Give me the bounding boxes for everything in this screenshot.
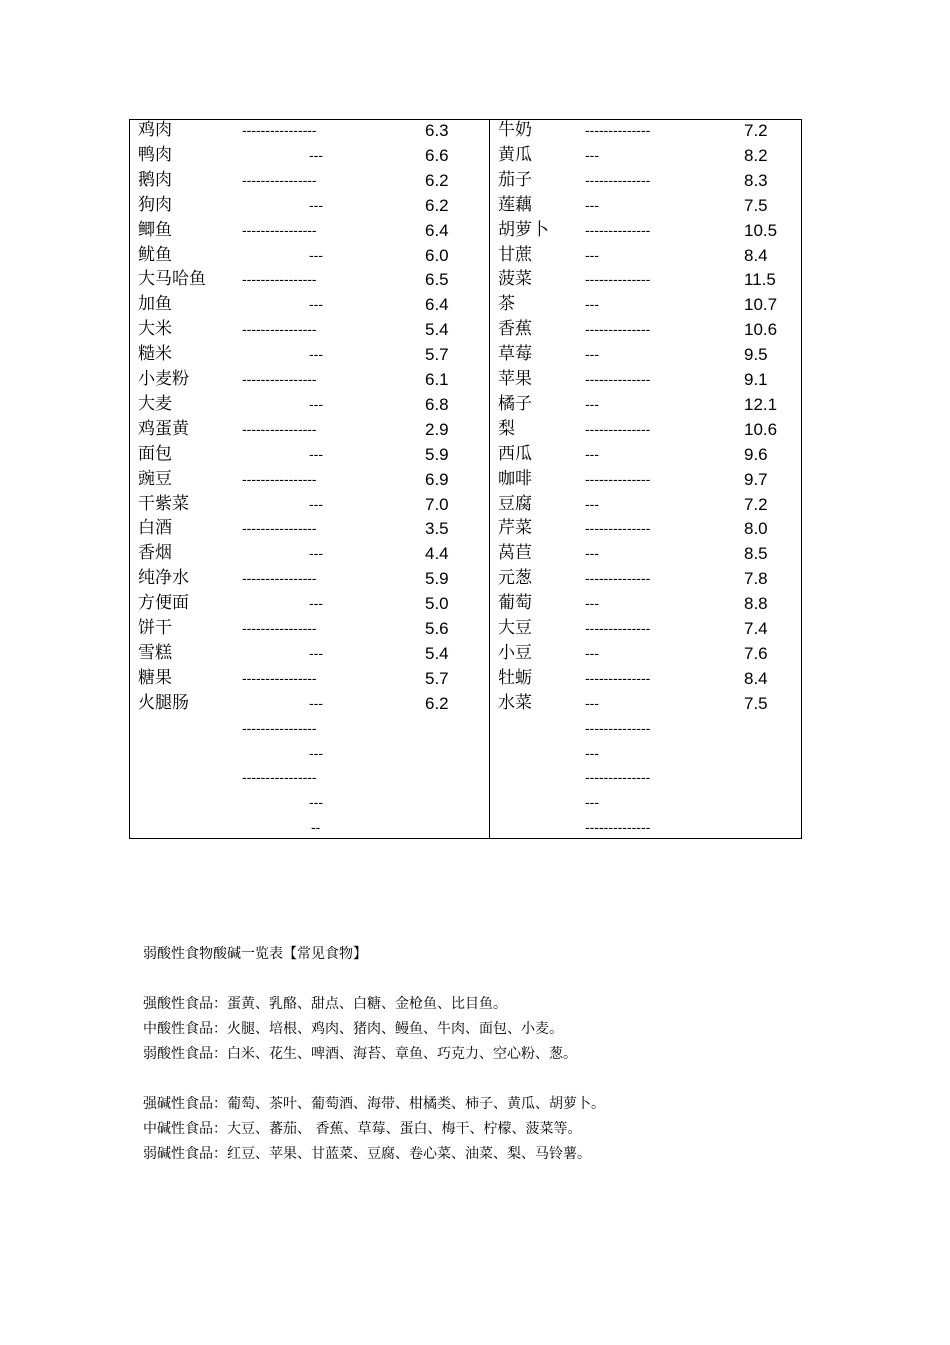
table-row (498, 193, 798, 218)
ph-value: 5.4 (425, 320, 449, 340)
food-name: 黄瓜 (498, 144, 532, 165)
dash-leader: --- (585, 395, 599, 412)
dash-leader: ---------------- (242, 321, 317, 338)
table-row (498, 467, 798, 492)
dash-leader: --- (309, 545, 323, 562)
table-row (138, 591, 483, 616)
dash-leader: --- (585, 146, 599, 163)
dash-leader: -------------- (585, 122, 651, 138)
food-name: 草莓 (498, 344, 532, 365)
column-divider (489, 120, 490, 838)
dash-leader: --- (309, 246, 323, 263)
food-name: 香烟 (138, 543, 172, 564)
table-row (498, 143, 798, 168)
dash-leader: --- (309, 346, 323, 363)
food-name: 方便面 (138, 593, 189, 614)
table-row (498, 641, 798, 666)
dash-leader: -------------- (585, 819, 651, 836)
food-name: 元葱 (498, 568, 532, 589)
food-name: 苹果 (498, 369, 532, 389)
table-row (138, 790, 483, 815)
dash-leader: -- (311, 819, 321, 836)
table-row (498, 516, 798, 541)
table-row (498, 292, 798, 317)
food-name: 牡蛎 (498, 667, 532, 688)
ph-value: 12.1 (744, 394, 778, 414)
table-row (498, 442, 798, 467)
dash-leader: ---------------- (242, 520, 317, 537)
table-row (498, 691, 798, 716)
food-name: 鲫鱼 (138, 219, 172, 240)
ph-value: 7.5 (744, 195, 768, 215)
dash-leader: --- (585, 595, 599, 612)
food-name: 莲藕 (498, 194, 532, 215)
table-row (138, 292, 483, 317)
ph-value: 3.5 (425, 519, 449, 539)
table-row (498, 616, 798, 641)
table-row (138, 243, 483, 268)
food-name: 糙米 (138, 344, 172, 365)
food-name: 大米 (138, 319, 172, 340)
table-row (498, 218, 798, 243)
table-row (138, 367, 483, 392)
ph-value: 6.0 (425, 245, 449, 265)
table-row (498, 591, 798, 616)
dash-leader: --- (309, 794, 323, 811)
dash-leader: --- (309, 296, 323, 313)
table-row (498, 815, 798, 840)
food-name: 茶 (498, 294, 515, 315)
food-name: 鸡蛋黄 (138, 418, 189, 439)
dash-leader: --- (309, 395, 323, 412)
table-row (498, 118, 798, 143)
dash-leader: -------------- (585, 321, 651, 338)
dash-leader: --- (585, 794, 599, 811)
ph-value: 6.9 (425, 469, 449, 489)
food-name: 咖啡 (498, 468, 532, 489)
dash-leader: -------------- (585, 520, 651, 537)
table-row (138, 516, 483, 541)
strong-acid-line: 强酸性食品：蛋黄、乳酪、甜点、白糖、金枪鱼、比目鱼。 (143, 996, 507, 1012)
table-row (138, 541, 483, 566)
dash-leader: --- (309, 744, 323, 761)
food-name: 雪糕 (138, 642, 172, 663)
ph-value: 10.6 (744, 419, 778, 439)
ph-value: 5.6 (425, 619, 449, 638)
ph-value-table (129, 119, 802, 839)
dash-leader: --- (585, 744, 599, 761)
table-row (138, 143, 483, 168)
table-row (498, 342, 798, 367)
food-name: 牛奶 (498, 120, 532, 140)
ph-value: 7.4 (744, 619, 768, 638)
ph-value: 6.8 (425, 394, 449, 414)
dash-leader: --- (585, 296, 599, 313)
dash-leader: -------------- (585, 470, 651, 487)
table-row (138, 815, 483, 840)
dash-leader: ---------------- (242, 769, 317, 786)
table-row (138, 168, 483, 193)
food-name: 胡萝卜 (498, 219, 549, 240)
weak-alkaline-line: 弱碱性食品：红豆、苹果、甘蓝菜、豆腐、卷心菜、油菜、梨、马铃薯。 (143, 1146, 591, 1162)
dash-leader: ---------------- (242, 271, 317, 288)
ph-value: 5.9 (425, 569, 449, 589)
ph-value: 8.2 (744, 145, 768, 165)
medium-acid-line: 中酸性食品：火腿、培根、鸡肉、猪肉、鳗鱼、牛肉、面包、小麦。 (143, 1021, 563, 1037)
dash-leader: -------------- (585, 620, 651, 636)
ph-value: 4.4 (425, 544, 449, 564)
table-row (498, 765, 798, 790)
ph-value: 6.1 (425, 370, 449, 389)
table-row (498, 566, 798, 591)
ph-value: 7.2 (744, 494, 768, 514)
table-row (498, 168, 798, 193)
table-row (138, 691, 483, 716)
dash-leader: --- (309, 146, 323, 163)
dash-leader: ---------------- (242, 221, 317, 238)
food-name: 菠菜 (498, 269, 532, 290)
food-name: 狗肉 (138, 194, 172, 215)
ph-value: 6.2 (425, 693, 449, 713)
table-row (138, 317, 483, 342)
dash-leader: -------------- (585, 271, 651, 288)
dash-leader: -------------- (585, 420, 651, 437)
food-name: 梨 (498, 418, 515, 439)
dash-leader: -------------- (585, 570, 651, 587)
table-row (138, 267, 483, 292)
spacer (143, 967, 605, 992)
food-name: 纯净水 (138, 568, 189, 589)
dash-leader: --- (585, 495, 599, 512)
table-row (498, 392, 798, 417)
ph-value: 6.4 (425, 220, 449, 240)
food-name: 豆腐 (498, 493, 532, 514)
food-name: 芹菜 (498, 518, 532, 539)
ph-value: 11.5 (744, 270, 776, 290)
table-row (138, 118, 483, 143)
dash-leader: --- (585, 694, 599, 711)
food-name: 鸭肉 (138, 144, 172, 165)
dash-leader: ---------------- (242, 122, 317, 138)
ph-value: 5.4 (425, 643, 449, 663)
table-row (498, 243, 798, 268)
ph-value: 7.6 (744, 643, 768, 663)
ph-value: 9.5 (744, 345, 768, 365)
dash-leader: ---------------- (242, 719, 317, 736)
ph-value: 8.4 (744, 668, 768, 688)
ph-value: 2.9 (425, 419, 449, 439)
table-row (138, 741, 483, 766)
dash-leader: ---------------- (242, 171, 317, 188)
table-row (138, 641, 483, 666)
dash-leader: -------------- (585, 371, 651, 387)
dash-leader: ---------------- (242, 371, 317, 387)
dash-leader: --- (585, 346, 599, 363)
dash-leader: -------------- (585, 719, 651, 736)
ph-value: 10.6 (744, 320, 778, 340)
ph-value: 6.2 (425, 195, 449, 215)
section-title: 弱酸性食物酸碱一览表【常见食物】 (143, 946, 367, 962)
dash-leader: ---------------- (242, 620, 317, 636)
dash-leader: ---------------- (242, 420, 317, 437)
food-name: 葡萄 (498, 593, 532, 614)
food-name: 西瓜 (498, 443, 532, 464)
ph-value: 5.0 (425, 594, 449, 614)
dash-leader: --- (309, 644, 323, 661)
ph-value: 6.4 (425, 295, 449, 315)
food-name: 干紫菜 (138, 493, 189, 514)
ph-value: 9.7 (744, 469, 768, 489)
table-row (498, 367, 798, 392)
ph-value: 7.8 (744, 569, 768, 589)
table-row (138, 392, 483, 417)
table-row (138, 193, 483, 218)
food-name: 鱿鱼 (138, 244, 172, 265)
dash-leader: -------------- (585, 171, 651, 188)
table-row (138, 492, 483, 517)
food-name: 白酒 (138, 518, 172, 539)
table-row (138, 442, 483, 467)
food-classification-text (143, 942, 605, 1167)
table-row (498, 790, 798, 815)
food-name: 甘蔗 (498, 244, 532, 265)
ph-value: 9.6 (744, 444, 768, 464)
dash-leader: ---------------- (242, 669, 317, 686)
food-name: 鸡肉 (138, 120, 172, 140)
ph-value: 8.4 (744, 245, 768, 265)
dash-leader: -------------- (585, 669, 651, 686)
ph-value: 8.5 (744, 544, 768, 564)
table-row (138, 417, 483, 442)
dash-leader: --- (585, 246, 599, 263)
food-name: 大豆 (498, 618, 532, 638)
ph-value: 7.5 (744, 693, 768, 713)
dash-leader: -------------- (585, 769, 651, 786)
food-name: 水菜 (498, 692, 532, 713)
table-row (138, 616, 483, 641)
table-row (498, 492, 798, 517)
table-row (498, 317, 798, 342)
ph-value: 7.2 (744, 121, 768, 140)
dash-leader: --- (309, 595, 323, 612)
food-name: 豌豆 (138, 468, 172, 489)
table-row (498, 267, 798, 292)
table-row (498, 541, 798, 566)
dash-leader: --- (585, 445, 599, 462)
ph-value: 10.5 (744, 220, 778, 240)
ph-value: 8.3 (744, 170, 768, 190)
weak-acid-line: 弱酸性食品：白米、花生、啤酒、海苔、章鱼、巧克力、空心粉、葱。 (143, 1046, 577, 1062)
table-row (138, 765, 483, 790)
table-row (498, 741, 798, 766)
medium-alkaline-line: 中碱性食品：大豆、蕃茄、 香蕉、草莓、蛋白、梅干、柠檬、菠菜等。 (143, 1121, 582, 1137)
ph-value: 10.7 (744, 295, 778, 315)
table-row (138, 566, 483, 591)
table-row (498, 716, 798, 741)
food-name: 小豆 (498, 642, 532, 663)
food-name: 糖果 (138, 667, 172, 688)
food-name: 大麦 (138, 393, 172, 414)
dash-leader: -------------- (585, 221, 651, 238)
food-name: 大马哈鱼 (138, 269, 206, 290)
table-row (138, 467, 483, 492)
dash-leader: --- (309, 445, 323, 462)
food-name: 莴苣 (498, 543, 532, 564)
table-row (138, 342, 483, 367)
table-row (138, 716, 483, 741)
dash-leader: --- (309, 495, 323, 512)
food-name: 香蕉 (498, 319, 532, 340)
dash-leader: ---------------- (242, 570, 317, 587)
ph-value: 7.0 (425, 494, 449, 514)
dash-leader: --- (585, 196, 599, 213)
table-row (138, 666, 483, 691)
food-name: 火腿肠 (138, 692, 189, 713)
dash-leader: --- (585, 644, 599, 661)
dash-leader: --- (309, 196, 323, 213)
table-row (138, 218, 483, 243)
food-name: 橘子 (498, 393, 532, 414)
food-name: 鹅肉 (138, 169, 172, 190)
ph-value: 5.9 (425, 444, 449, 464)
ph-value: 6.3 (425, 121, 449, 140)
strong-alkaline-line: 强碱性食品：葡萄、茶叶、葡萄酒、海带、柑橘类、柿子、黄瓜、胡萝卜。 (143, 1096, 605, 1112)
dash-leader: --- (309, 694, 323, 711)
food-name: 小麦粉 (138, 369, 189, 389)
spacer (143, 1067, 605, 1092)
ph-value: 9.1 (744, 370, 768, 389)
ph-value: 5.7 (425, 668, 449, 688)
ph-value: 6.2 (425, 170, 449, 190)
ph-value: 6.6 (425, 145, 449, 165)
ph-value: 6.5 (425, 270, 449, 290)
food-name: 茄子 (498, 169, 532, 190)
food-name: 饼干 (138, 618, 172, 638)
table-row (498, 666, 798, 691)
food-name: 加鱼 (138, 294, 172, 315)
ph-value: 5.7 (425, 345, 449, 365)
dash-leader: --- (585, 545, 599, 562)
ph-value: 8.0 (744, 519, 768, 539)
table-row (498, 417, 798, 442)
ph-value: 8.8 (744, 594, 768, 614)
dash-leader: ---------------- (242, 470, 317, 487)
food-name: 面包 (138, 443, 172, 464)
